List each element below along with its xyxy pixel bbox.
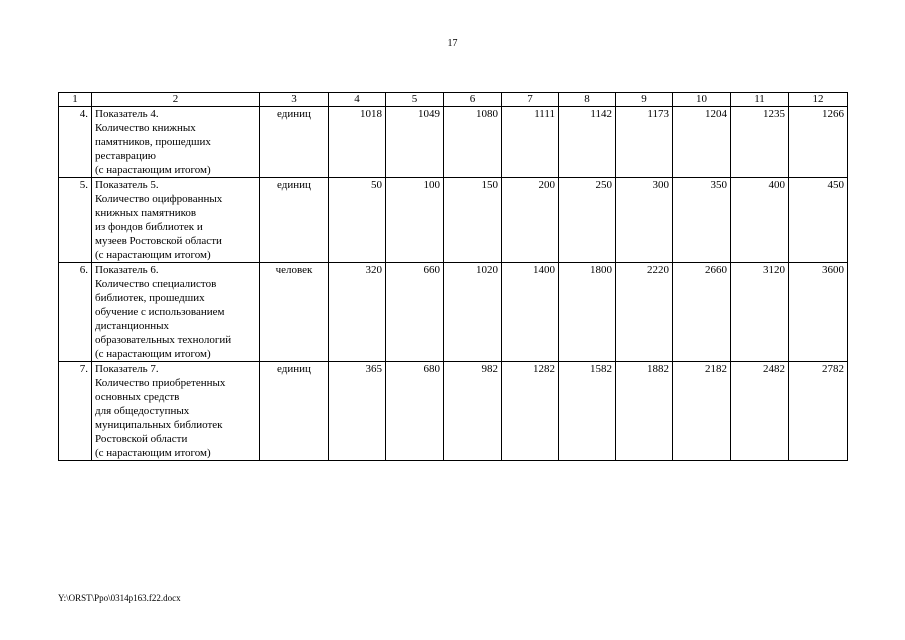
indicator-name-line: Количество оцифрованных [95,193,223,205]
indicator-value: 1235 [731,107,789,178]
indicator-name-line: Количество приобретенных [95,377,226,389]
unit-of-measure: единиц [260,178,329,263]
indicator-value: 1204 [673,107,731,178]
column-header: 3 [260,93,329,107]
indicator-name-line: памятников, прошедших [95,136,211,148]
indicator-name-line: (с нарастающим итогом) [95,348,211,360]
column-header: 12 [789,93,848,107]
indicator-name-line: Показатель 6. [95,264,159,276]
indicator-value: 250 [559,178,616,263]
table-row [59,362,848,461]
indicator-value: 3120 [731,263,789,362]
indicator-name-line: основных средств [95,391,180,403]
row-number: 4. [59,107,92,178]
indicator-name-line: Показатель 4. [95,108,159,120]
indicator-value: 1582 [559,362,616,461]
indicator-name-line: библиотек, прошедших [95,292,205,304]
indicator-value: 660 [386,263,444,362]
indicator-value: 100 [386,178,444,263]
indicator-value: 1400 [502,263,559,362]
table-row [59,263,848,362]
table-row [59,107,848,178]
indicator-name-line: (с нарастающим итогом) [95,447,211,459]
column-header: 6 [444,93,502,107]
indicator-value: 200 [502,178,559,263]
indicator-name [92,178,260,263]
indicator-name-line: Показатель 5. [95,179,159,191]
indicator-value: 2782 [789,362,848,461]
indicator-value: 1882 [616,362,673,461]
column-header: 9 [616,93,673,107]
footer-file-path: Y:\ORST\Ppo\0314p163.f22.docx [58,593,181,603]
indicator-value: 2182 [673,362,731,461]
indicator-value: 1018 [329,107,386,178]
indicator-name-line: книжных памятников [95,207,197,219]
indicator-name-line: (с нарастающим итогом) [95,164,211,176]
indicator-value: 350 [673,178,731,263]
indicator-name-line: Показатель 7. [95,363,159,375]
indicator-value: 1282 [502,362,559,461]
column-header: 2 [92,93,260,107]
indicator-value: 320 [329,263,386,362]
indicator-name-line: для общедоступных [95,405,190,417]
indicator-value: 50 [329,178,386,263]
column-header-row [59,93,848,107]
indicator-value: 3600 [789,263,848,362]
column-header: 4 [329,93,386,107]
indicator-name-line: муниципальных библиотек [95,419,223,431]
indicator-value: 1020 [444,263,502,362]
indicator-value: 1111 [502,107,559,178]
indicator-name-line: обучение с использованием [95,306,225,318]
indicator-value: 1800 [559,263,616,362]
unit-of-measure: человек [260,263,329,362]
column-header: 7 [502,93,559,107]
indicator-name [92,362,260,461]
unit-of-measure: единиц [260,107,329,178]
indicator-name-line: музеев Ростовской области [95,235,222,247]
indicator-value: 1266 [789,107,848,178]
page-number: 17 [447,38,458,49]
indicator-name [92,263,260,362]
indicator-value: 1049 [386,107,444,178]
indicator-name-line: из фондов библиотек и [95,221,203,233]
indicator-value: 1173 [616,107,673,178]
indicator-name [92,107,260,178]
indicator-value: 2220 [616,263,673,362]
indicator-value: 300 [616,178,673,263]
indicator-value: 1080 [444,107,502,178]
column-header: 1 [59,93,92,107]
indicator-value: 450 [789,178,848,263]
column-header: 11 [731,93,789,107]
indicator-name-line: Количество книжных [95,122,196,134]
table-body [59,93,848,461]
row-number: 7. [59,362,92,461]
indicator-name-line: (с нарастающим итогом) [95,249,211,261]
row-number: 5. [59,178,92,263]
indicator-value: 400 [731,178,789,263]
indicator-name-line: Количество специалистов [95,278,217,290]
indicator-value: 982 [444,362,502,461]
column-header: 5 [386,93,444,107]
indicator-value: 680 [386,362,444,461]
column-header: 8 [559,93,616,107]
column-header: 10 [673,93,731,107]
indicator-name-line: Ростовской области [95,433,188,445]
row-number: 6. [59,263,92,362]
indicator-name-line: дистанционных [95,320,170,332]
indicator-value: 2482 [731,362,789,461]
indicator-name-line: образовательных технологий [95,334,232,346]
indicators-table [58,92,848,461]
unit-of-measure: единиц [260,362,329,461]
table-row [59,178,848,263]
indicator-name-line: реставрацию [95,150,156,162]
indicator-value: 2660 [673,263,731,362]
indicator-value: 150 [444,178,502,263]
indicator-value: 1142 [559,107,616,178]
indicator-value: 365 [329,362,386,461]
